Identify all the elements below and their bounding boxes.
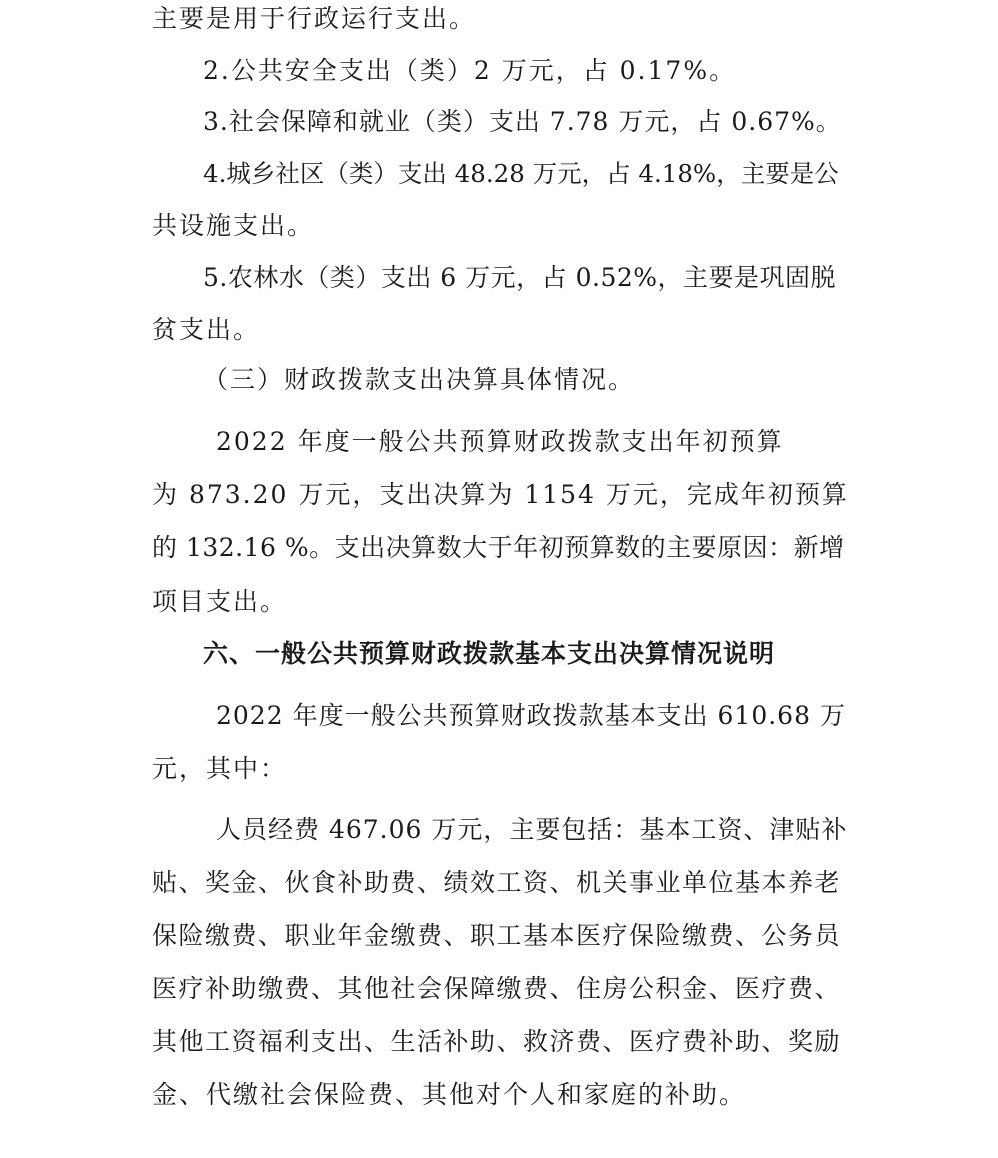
section-subheading: （三）财政拨款支出决算具体情况。 (203, 365, 636, 394)
section-heading: 六、一般公共预算财政拨款基本支出决算情况说明 (203, 639, 776, 668)
paragraph-line-17: 贴、奖金、伙食补助费、绩效工资、机关事业单位基本养老 (152, 868, 842, 897)
paragraph-line-10: 为 873.20 万元，支出决算为 1154 万元，完成年初预算 (152, 480, 849, 509)
paragraph-line-18: 保险缴费、职业年金缴费、职工基本医疗保险缴费、公务员 (152, 921, 842, 950)
paragraph-line-4: 4.城乡社区（类）支出 48.28 万元，占 4.18%，主要是公 (203, 159, 839, 188)
paragraph-line-2: 2.公共安全支出（类）2 万元，占 0.17%。 (203, 56, 737, 85)
paragraph-line-11: 的 132.16 %。支出决算数大于年初预算数的主要原因：新增 (152, 533, 845, 562)
paragraph-line-9: 2022 年度一般公共预算财政拨款支出年初预算 (216, 427, 784, 456)
paragraph-line-16: 人员经费 467.06 万元，主要包括：基本工资、津贴补 (216, 815, 848, 844)
paragraph-line-21: 金、代缴社会保险费、其他对个人和家庭的补助。 (152, 1080, 747, 1109)
paragraph-line-3: 3.社会保障和就业（类）支出 7.78 万元，占 0.67%。 (203, 107, 842, 136)
paragraph-line-15: 元，其中： (152, 754, 288, 783)
paragraph-line-7: 贫支出。 (152, 315, 261, 344)
paragraph-line-1: 主要是用于行政运行支出。 (152, 4, 477, 33)
paragraph-line-12: 项目支出。 (152, 587, 288, 616)
paragraph-line-5: 共设施支出。 (152, 211, 315, 240)
paragraph-line-20: 其他工资福利支出、生活补助、救济费、医疗费补助、奖励 (152, 1027, 842, 1056)
paragraph-line-19: 医疗补助缴费、其他社会保障缴费、住房公积金、医疗费、 (152, 974, 842, 1003)
paragraph-line-6: 5.农林水（类）支出 6 万元，占 0.52%，主要是巩固脱 (203, 263, 837, 292)
paragraph-line-14: 2022 年度一般公共预算财政拨款基本支出 610.68 万 (216, 701, 846, 730)
